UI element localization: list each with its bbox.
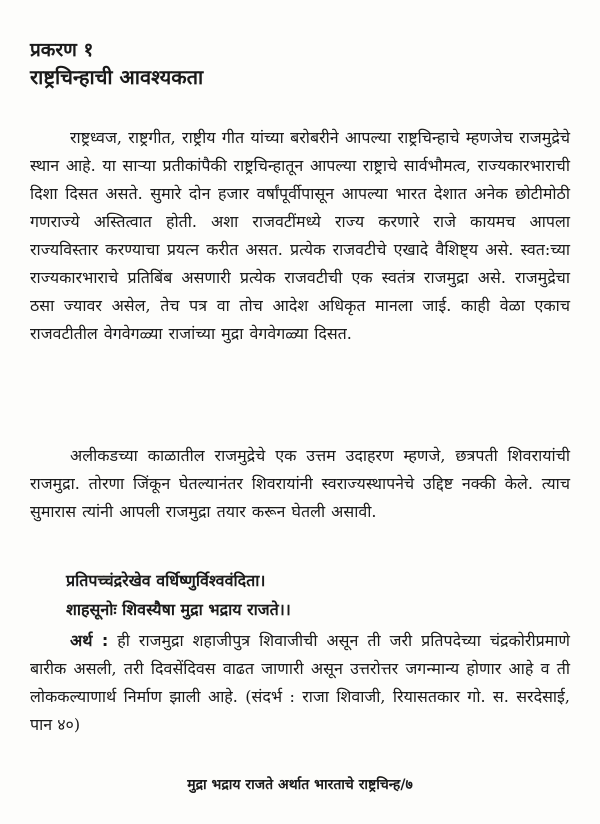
verse-line-2: शाहसूनोः शिवस्यैषा मुद्रा भद्राय राजते।। — [66, 600, 291, 619]
body-paragraph-2: अलीकडच्या काळातील राजमुद्रेचे एक उत्तम उदाहरण म्हणजे, छत्रपती शिवरायांची राजमुद्रा. तोरणा जिंकून घेतल्यानंतर शिवरायांनी स्वराज्यस्थापनेचे उद्दिष्ट नक्की केले. त्याच सुमारास त्यांनी आपली राजमुद्रा तयार करून घेतली असावी. — [30, 446, 570, 521]
meaning-text: ही राजमुद्रा शहाजीपुत्र शिवाजीची असून ती जरी प्रतिपदेच्या चंद्रकोरीप्रमाणे बारीक असली, तरी दिवसेंदिवस वाढत जाणारी असून उत्तरोत्तर जगन्मान्य होणार आहे व ती लोककल्याणार्थ निर्माण झाली आहे. (संदर्भ : राजा शिवाजी, रियासतकार गो. स. सरदेसाई, पान ४०) — [30, 631, 570, 734]
meaning-paragraph — [30, 627, 570, 739]
page-footer: मुद्रा भद्राय राजते अर्थात भारताचे राष्ट्रचिन्ह/७ — [187, 777, 413, 793]
meaning-label: अर्थ : — [70, 631, 109, 650]
verse-line-1: प्रतिपच्चंद्ररेखेव वर्धिष्णुर्विश्ववंदिता। — [66, 571, 266, 590]
chapter-title: राष्ट्रचिन्हाची आवश्यकता — [30, 65, 204, 89]
body-paragraph-1: राष्ट्रध्वज, राष्ट्रगीत, राष्ट्रीय गीत यांच्या बरोबरीने आपल्या राष्ट्रचिन्हाचे म्हणजेच राजमुद्रेचे स्थान आहे. या साऱ्या प्रतीकांपैकी राष्ट्रचिन्हातून आपल्या राष्ट्राचे सार्वभौमत्व, राज्यकारभाराची दिशा दिसत असते. सुमारे दोन हजार वर्षांपूर्वीपासून आपल्या भारत देशात अनेक छोटीमोठी गणराज्ये अस्तित्वात होती. अशा राजवटींमध्ये राज्य करणारे राजे कायमच आपला राज्यविस्तार करण्याचा प्रयत्न करीत असत. प्रत्येक राजवटीचे एखादे वैशिष्ट्य असे. स्वत:च्या राज्यकारभाराचे प्रतिबिंब असणारी प्रत्येक राजवटीची एक स्वतंत्र राजमुद्रा असे. राजमुद्रेचा ठसा ज्यावर असेल, तेच पत्र वा तोच आदेश अधिकृत मानला जाई. काही वेळा एकाच राजवटीतील वेगवेगळ्या राजांच्या मुद्रा वेगवेगळ्या दिसत. — [30, 128, 570, 343]
chapter-label: प्रकरण १ — [30, 39, 94, 61]
